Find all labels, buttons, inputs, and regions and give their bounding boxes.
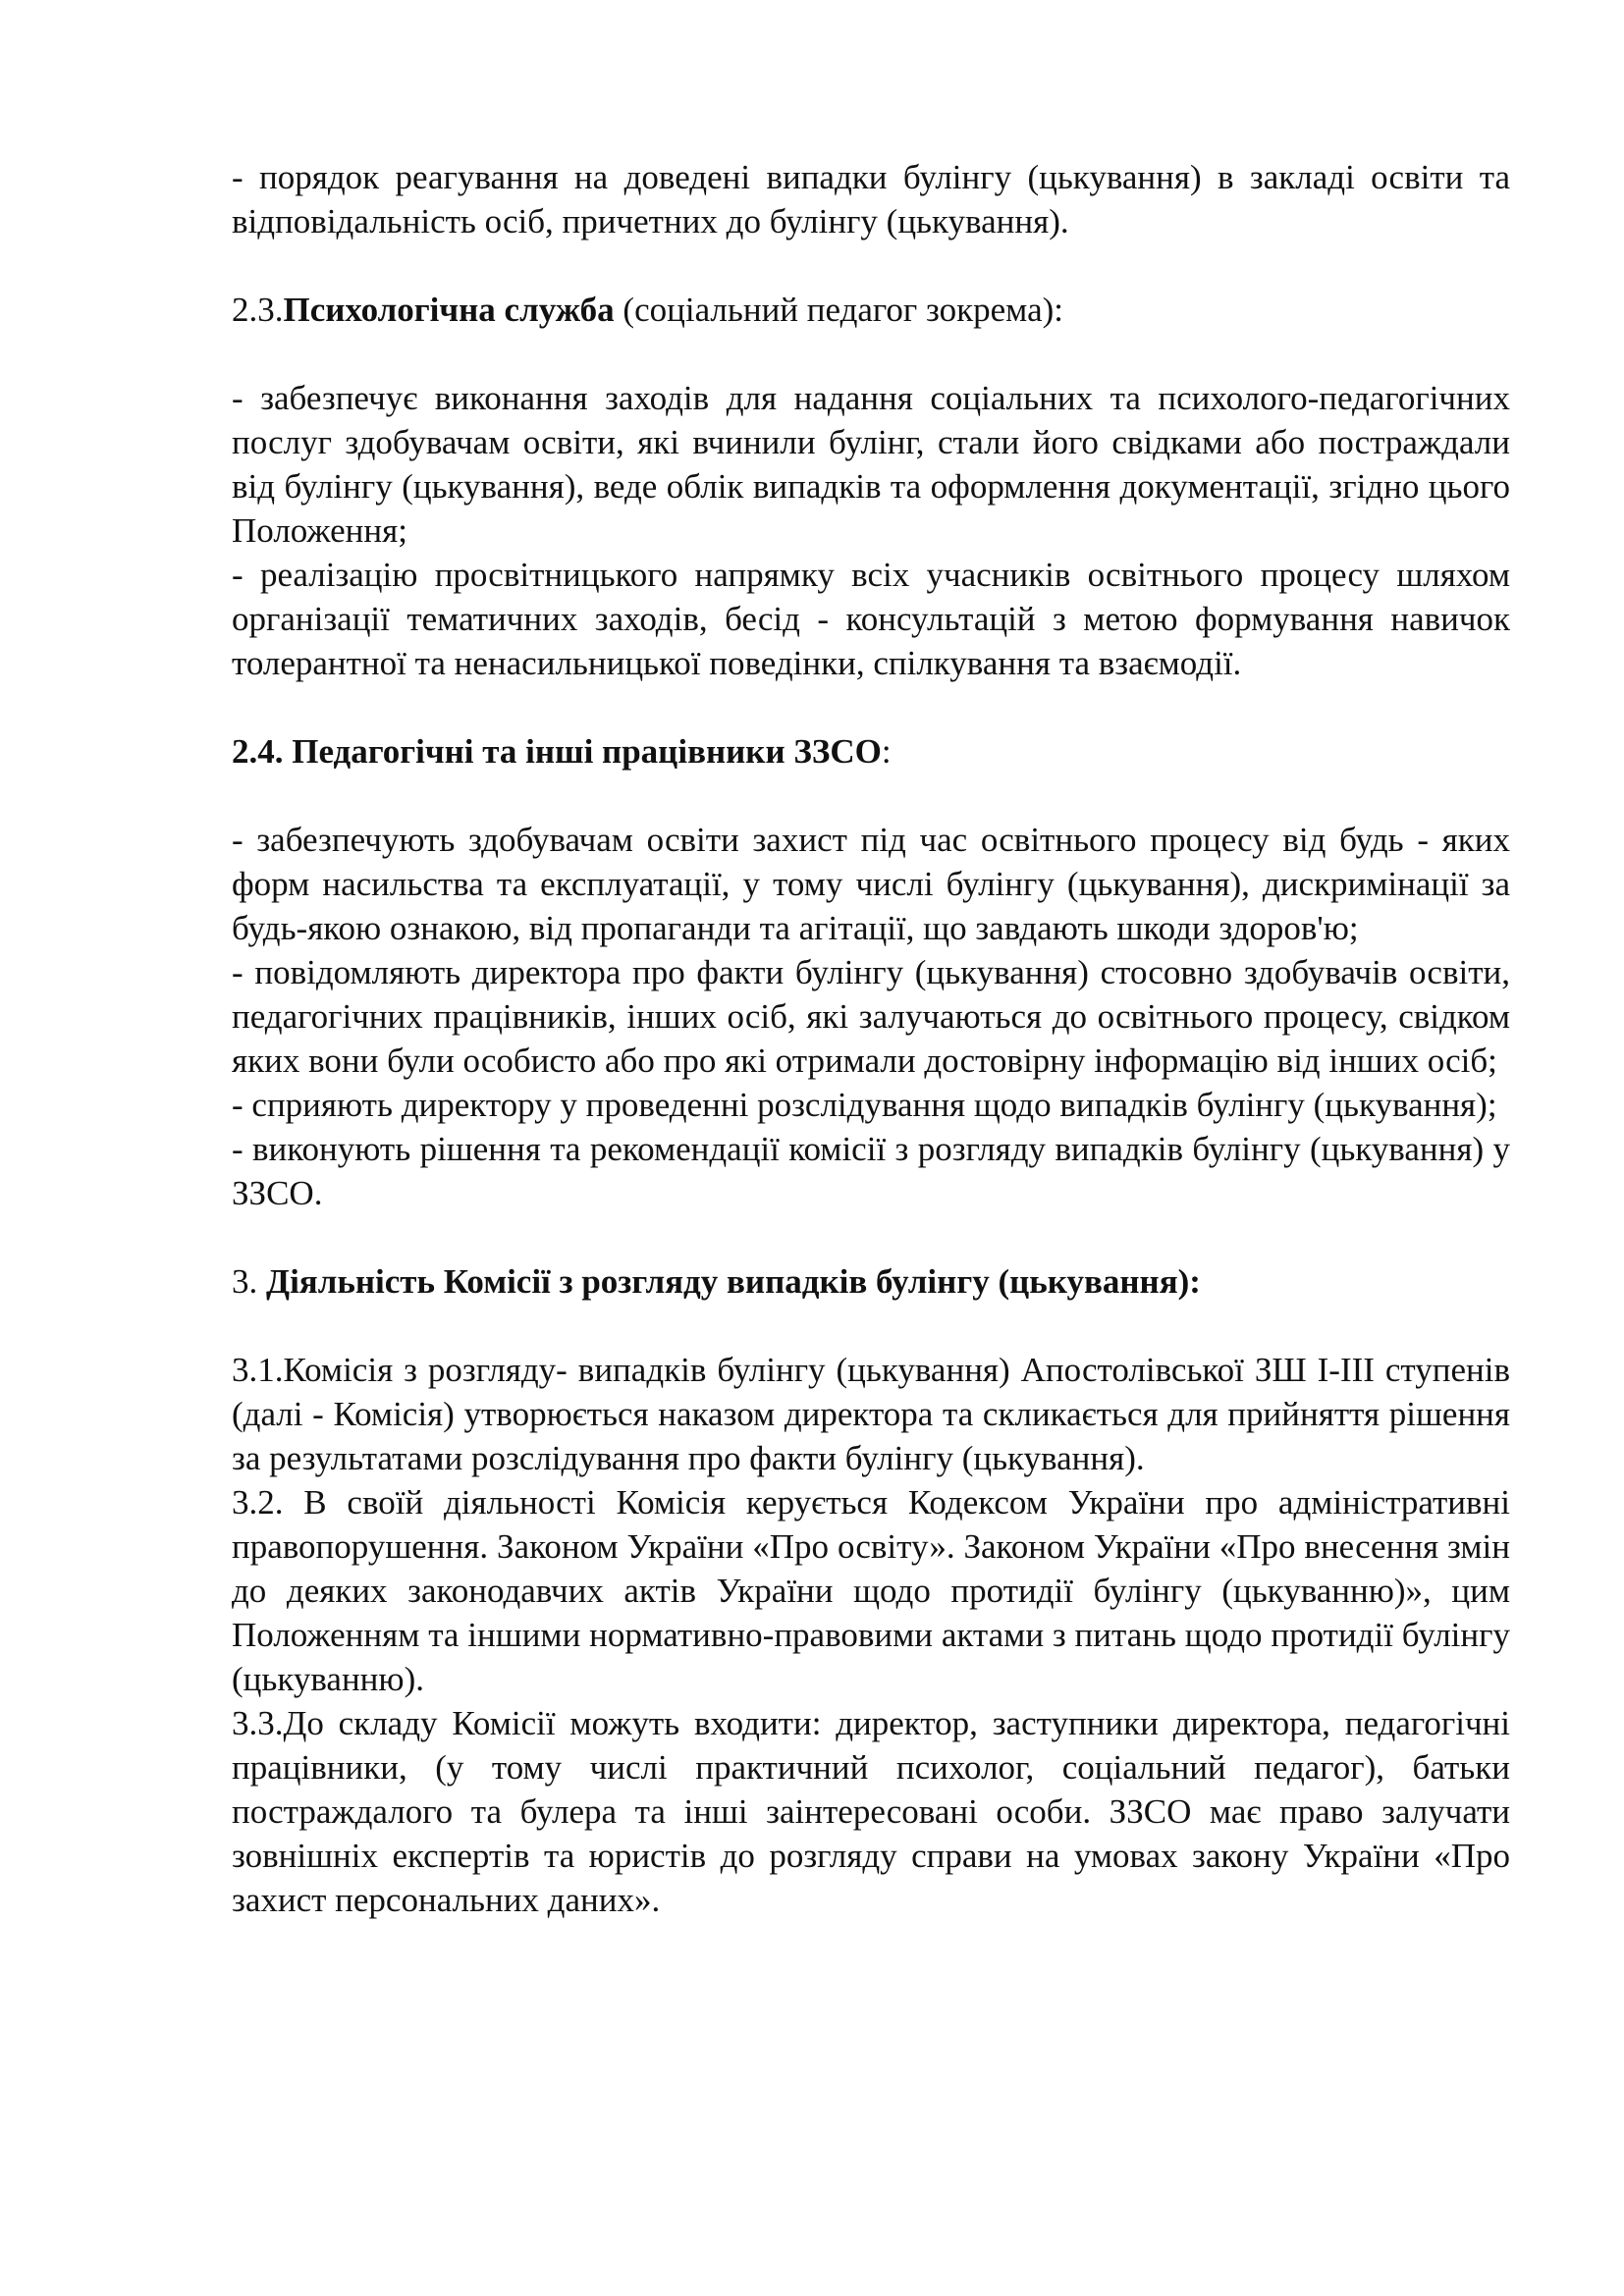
paragraph-teachers-item-4: - виконують рішення та рекомендації комісії з розгляду випадків булінгу (цькування) у ЗЗСО.: [232, 1130, 1510, 1212]
paragraph-teachers-heading: 2.4. Педагогічні та інші працівники ЗЗСО:: [232, 732, 892, 771]
paragraph-teachers-item-3: - сприяють директору у проведенні розслідування щодо випадків булінгу (цькування);: [232, 1086, 1497, 1124]
paragraph-psych-service-item-2: - реалізацію просвітницького напрямку всіх учасників освітнього процесу шляхом організації тематичних заходів, бесід - консультацій з метою формування навичок толерантної та ненасильницької поведінки, спілкування та взаємодії.: [232, 556, 1510, 682]
paragraph-teachers-item-1: - забезпечують здобувачам освіти захист під час освітнього процесу від будь - яких форм насильства та експлуатації, у тому числі булінгу (цькування), дискримінації за будь-якою ознакою, від пропаганди та агітації, що завдають шкоди здоров'ю;: [232, 821, 1510, 947]
bold-text: Психологічна служба: [283, 291, 615, 329]
paragraph-commission-3-3: 3.3.До складу Комісії можуть входити: директор, заступники директора, педагогічні працівники, (у тому числі практичний психолог, соціальний педагог), батьки постраждалого та булера та інші заінтересовані особи. ЗЗСО має право залучати зовнішніх експертів та юристів до розгляду справи на умовах закону України «Про захист персональних даних».: [232, 1704, 1510, 1919]
paragraph-commission-heading: 3. Діяльність Комісії з розгляду випадків булінгу (цькування):: [232, 1262, 1201, 1301]
paragraph-psych-service-heading: 2.3.Психологічна служба (соціальний педагог зокрема):: [232, 291, 1063, 329]
paragraph-psych-service-item-1: - забезпечує виконання заходів для надання соціальних та психолого-педагогічних послуг здобувачам освіти, які вчинили булінг, стали його свідками або постраждали від булінгу (цькування), веде облік випадків та оформлення документації, згідно цього Положення;: [232, 379, 1510, 550]
paragraph-teachers-item-2: - повідомляють директора про факти булінгу (цькування) стосовно здобувачів освіти, педагогічних працівників, інших осіб, які залучаються до освітнього процесу, свідком яких вони були особисто або про які отримали достовірну інформацію від інших осіб;: [232, 953, 1510, 1080]
paragraph-commission-3-2: 3.2. В своїй діяльності Комісія керується Кодексом України про адміністративні правопорушення. Законом України «Про освіту». Законом України «Про внесення змін до деяких законодавчих актів України щодо протидії булінгу (цькуванню)», цим Положенням та іншими нормативно-правовими актами з питань щодо протидії булінгу (цькуванню).: [232, 1483, 1510, 1698]
paragraph-response-procedure: - порядок реагування на доведені випадки булінгу (цькування) в закладі освіти та відповідальність осіб, причетних до булінгу (цькування).: [232, 158, 1510, 240]
paragraph-commission-3-1: 3.1.Комісія з розгляду- випадків булінгу (цькування) Апостолівської ЗШ І-ІІІ ступенів (далі - Комісія) утворюється наказом директора та скликається для прийняття рішення за результатами розслідування про факти булінгу (цькування).: [232, 1351, 1510, 1477]
document-page: [232, 155, 1510, 1922]
bold-text: 2.4. Педагогічні та інші працівники ЗЗСО: [232, 732, 882, 771]
bold-text: Діяльність Комісії з розгляду випадків булінгу (цькування):: [266, 1262, 1201, 1301]
